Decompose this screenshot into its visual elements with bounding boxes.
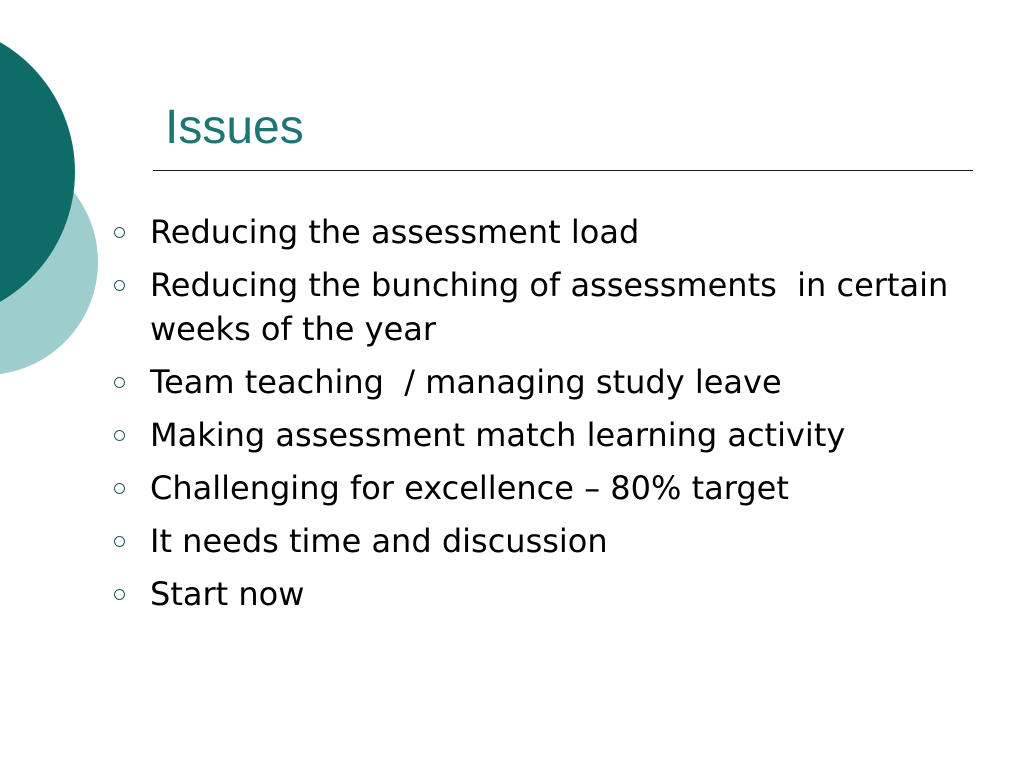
- hollow-circle-bullet-icon: [114, 227, 125, 238]
- bullet-list: [110, 210, 990, 625]
- hollow-circle-bullet-icon: [114, 430, 125, 441]
- list-item: [110, 519, 990, 563]
- list-item: [110, 413, 990, 457]
- list-item: [110, 360, 990, 404]
- bullet-text: Reducing the assessment load: [150, 213, 640, 251]
- bullet-text: Reducing the bunching of assessments in certain weeks of the year: [150, 266, 959, 348]
- list-item: [110, 210, 990, 254]
- hollow-circle-bullet-icon: [114, 280, 125, 291]
- decorative-circles: [0, 0, 120, 420]
- list-item: [110, 263, 990, 351]
- hollow-circle-bullet-icon: [114, 483, 125, 494]
- hollow-circle-bullet-icon: [114, 589, 125, 600]
- slide-title: Issues: [165, 101, 304, 154]
- bullet-text: It needs time and discussion: [150, 522, 608, 560]
- list-item: [110, 572, 990, 616]
- bullet-text: Team teaching / managing study leave: [150, 363, 782, 401]
- bullet-text: Making assessment match learning activity: [150, 416, 846, 454]
- hollow-circle-bullet-icon: [114, 536, 125, 547]
- list-item: [110, 466, 990, 510]
- bullet-text: Start now: [150, 575, 305, 613]
- title-divider: [153, 170, 973, 171]
- hollow-circle-bullet-icon: [114, 377, 125, 388]
- bullet-text: Challenging for excellence – 80% target: [150, 469, 789, 507]
